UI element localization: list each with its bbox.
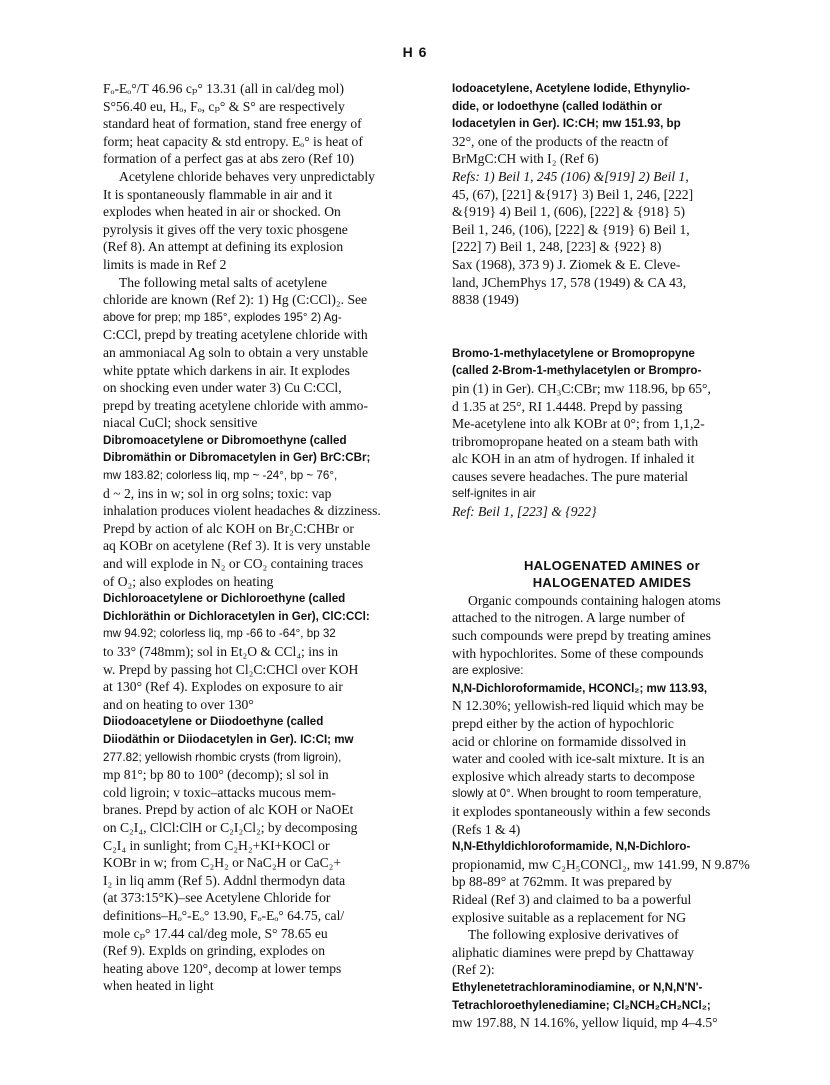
text-line: it explodes spontaneously within a few seconds	[452, 803, 711, 819]
text-line: aliphatic diamines were prepd by Chattaway	[452, 944, 694, 960]
entry-heading-dichloroacetylene: Dichloroacetylene or Dichloroethyne (called	[103, 592, 346, 606]
text-line: pin (1) in Ger). CH₃C:CBr; mw 118.96, bp 65°,	[452, 380, 711, 396]
text-line: Fₒ-Eₒ°/T 46.96 cₚ° 13.31 (all in cal/deg mol)	[103, 81, 344, 96]
text-line: limits is made in Ref 2	[103, 256, 227, 272]
text-line: are explosive:	[452, 664, 524, 678]
text-line: KOBr in w; from C₂H₂ or NaC₂H or CaC₂+	[103, 855, 342, 871]
text-line: The following metal salts of acetylene	[119, 274, 327, 290]
text-line: (called 2-Brom-1-methylacetylen or Brompro-	[452, 364, 702, 378]
text-line: niacal CuCl; shock sensitive	[103, 415, 258, 431]
text-line: Organic compounds containing halogen atoms	[468, 592, 721, 608]
references-line: Ref: Beil 1, [223] & {922}	[452, 504, 597, 520]
text-line: Dichloräthin or Dichloracetylen in Ger), ClC:CCl:	[103, 609, 370, 623]
text-line: to 33° (748mm); sol in Et₂O & CCl₄; ins in	[103, 644, 339, 659]
text-line: Prepd by action of alc KOH on Br₂C:CHBr or	[103, 520, 354, 536]
text-line: Beil 1, 246, (106), [222] & {919} 6) Beil 1,	[452, 221, 690, 237]
text-line: (at 373:15°K)–see Acetylene Chloride for	[103, 890, 331, 906]
references-line: Refs: 1) Beil 1, 245 (106) &[919] 2) Beil 1,	[452, 168, 689, 184]
text-line: N 12.30%; yellowish-red liquid which may be	[452, 698, 704, 714]
text-line: It is spontaneously flammable in air and it	[103, 186, 333, 202]
text-line: alc KOH in an atm of hydrogen. If inhaled it	[452, 451, 695, 467]
text-line: inhalation produces violent headaches & dizziness.	[103, 503, 381, 519]
text-line: water and cooled with ice-salt mixture. It is an	[452, 751, 705, 767]
entry-heading-iodoacetylene: Iodoacetylene, Acetylene Iodide, Ethynylio-	[452, 82, 690, 95]
right-text-column	[452, 80, 772, 1032]
text-line: and will explode in N₂ or CO₂ containing traces	[103, 556, 364, 572]
text-line: of O₂; also explodes on heating	[103, 573, 274, 589]
text-line: on shocking even under water 3) Cu C:CCl,	[103, 380, 342, 396]
entry-heading-dibromoacetylene: Dibromoacetylene or Dibromoethyne (called	[103, 433, 347, 447]
text-line: with hypochlorites. Some of these compounds	[452, 645, 704, 661]
text-line: prepd either by the action of hypochloric	[452, 716, 674, 731]
text-line: 45, (67), [221] &{917} 3) Beil 1, 246, [222]	[452, 186, 694, 202]
text-line: explosive which already starts to decompose	[452, 768, 695, 784]
text-line: above for prep; mp 185°, explodes 195° 2) Ag-	[103, 310, 342, 324]
text-line: and on heating to over 130°	[103, 696, 254, 712]
text-line: mole cₚ° 17.44 cal/deg mole, S° 78.65 eu	[103, 925, 328, 941]
text-line: at 130° (Ref 4). Explodes on exposure to air	[103, 679, 343, 695]
text-line: an ammoniacal Ag soln to obtain a very unstable	[103, 344, 369, 360]
text-line: pyrolysis it gives off the very toxic phosgene	[103, 221, 348, 237]
text-line: (Ref 9). Explds on grinding, explodes on	[103, 943, 326, 959]
text-line: Iodacetylen in Ger). IC:CH; mw 151.93, bp	[452, 117, 681, 131]
text-line: such compounds were prepd by treating amines	[452, 628, 711, 644]
text-line: C₂I₄ in sunlight; from C₂H₂+KI+KOCl or	[103, 837, 330, 853]
text-line: white pptate which darkens in air. It explodes	[103, 362, 350, 378]
text-line: Me-acetylene into alk KOBr at 0°; from 1,1,2-	[452, 416, 705, 432]
text-line: dide, or Iodoethyne (called Iodäthin or	[452, 99, 662, 113]
text-line: form; heat capacity & std entropy. Eₒ° is heat of	[103, 133, 363, 149]
text-line: Sax (1968), 373 9) J. Ziomek & E. Cleve-	[452, 256, 681, 272]
text-line: mp 81°; bp 80 to 100° (decomp); sl sol in	[103, 767, 329, 783]
text-line: (Ref 2):	[452, 962, 495, 978]
text-line: mw 183.82; colorless liq, mp ~ -24°, bp ~ 76°,	[103, 469, 338, 483]
left-text-column	[103, 80, 425, 995]
text-line: S°56.40 eu, Hₒ, Fₒ, cₚ° & S° are respectively	[103, 98, 345, 114]
text-line: land, JChemPhys 17, 578 (1949) & CA 43,	[452, 274, 687, 290]
text-line: causes severe headaches. The pure material	[452, 468, 689, 484]
text-line: attached to the nitrogen. A large number of	[452, 610, 686, 626]
text-line: on C₂I₄, ClCl:ClH or C₂I₂Cl₂; by decomposing	[103, 819, 358, 835]
text-line: Rideal (Ref 3) and claimed to ba a powerful	[452, 891, 692, 907]
text-line: Acetylene chloride behaves very unpredictably	[119, 168, 375, 184]
text-line: explosive suitable as a replacement for NG	[452, 909, 687, 925]
text-line: chloride are known (Ref 2): 1) Hg (C:CCl)₂. See	[103, 292, 368, 308]
text-line: mw 197.88, N 14.16%, yellow liquid, mp 4–4.5°	[452, 1015, 718, 1031]
text-line: 32°, one of the products of the reactn of	[452, 133, 669, 149]
text-line: heating above 120°, decomp at lower temps	[103, 960, 342, 976]
text-line: bp 88-89° at 762mm. It was prepared by	[452, 874, 672, 890]
spacer	[452, 521, 772, 557]
text-line: propionamid, mw C₂H₅CONCl₂, mw 141.99, N 9.87%	[452, 856, 750, 872]
text-line: Tetrachloroethylenediamine; Cl₂NCH₂CH₂NCl₂;	[452, 998, 711, 1012]
spacer	[452, 309, 772, 345]
text-line: w. Prepd by passing hot Cl₂C:CHCl over KOH	[103, 661, 359, 677]
section-heading: HALOGENATED AMINES or	[523, 557, 701, 573]
text-line: [222] 7) Beil 1, 248, [223] & {922} 8)	[452, 239, 662, 255]
text-line: self-ignites in air	[452, 487, 536, 501]
text-line: definitions–Hₒ°-Eₒ° 13.90, Fₒ-Eₒ° 64.75, cal/	[103, 907, 345, 923]
text-line: (Refs 1 & 4)	[452, 821, 521, 837]
text-line: I₂ in liq amm (Ref 5). Addnl thermodyn data	[103, 872, 346, 888]
text-line: (Ref 8). An attempt at defining its explosion	[103, 239, 344, 255]
text-line: d 1.35 at 25°, RI 1.4448. Prepd by passing	[452, 398, 683, 414]
text-line: Dibromäthin or Dibromacetylen in Ger) BrC:CBr;	[103, 451, 371, 465]
text-line: explodes when heated in air or shocked. On	[103, 204, 341, 220]
entry-heading-tetrachloroethylenediamine: Ethylenetetrachloraminodiamine, or N,N,N'N'-	[452, 980, 703, 994]
text-line: BrMgC:CH with I₂ (Ref 6)	[452, 151, 599, 167]
page-number-header: H 6	[402, 44, 428, 60]
text-line: 277.82; yellowish rhombic crysts (from ligroin),	[103, 750, 342, 764]
text-line: Diiodäthin or Diiodacetylen in Ger). IC:CI; mw	[103, 732, 354, 746]
text-line: mw 94.92; colorless liq, mp -66 to -64°, bp 32	[103, 627, 336, 641]
section-heading: HALOGENATED AMIDES	[532, 575, 692, 591]
text-line: aq KOBr on acetylene (Ref 3). It is very unstable	[103, 538, 371, 554]
text-line: cold ligroin; v toxic–attacks mucous mem-	[103, 784, 336, 800]
text-line: branes. Prepd by action of alc KOH or NaOEt	[103, 802, 354, 818]
text-line: C:CCl, prepd by treating acetylene chloride with	[103, 327, 368, 343]
entry-heading-dichloroformamide: N,N-Dichloroformamide, HCONCl₂; mw 113.93,	[452, 681, 708, 695]
entry-heading-ethyldichloroformamide: N,N-Ethyldichloroformamide, N,N-Dichloro-	[452, 840, 691, 854]
text-line: d ~ 2, ins in w; sol in org solns; toxic: vap	[103, 485, 332, 501]
text-line: The following explosive derivatives of	[468, 927, 679, 943]
text-line: prepd by treating acetylene chloride with ammo-	[103, 397, 368, 413]
text-line: acid or chlorine on formamide dissolved in	[452, 733, 687, 749]
text-line: standard heat of formation, stand free energy of	[103, 116, 362, 132]
entry-heading-bromopropyne: Bromo-1-methylacetylene or Bromopropyne	[452, 346, 695, 360]
entry-heading-diiodoacetylene: Diiodoacetylene or Diiodoethyne (called	[103, 715, 324, 729]
text-line: 8838 (1949)	[452, 292, 519, 308]
text-line: when heated in light	[103, 978, 214, 994]
text-line: tribromopropane heated on a steam bath with	[452, 433, 699, 449]
text-line: formation of a perfect gas at abs zero (Ref 10)	[103, 151, 354, 167]
text-line: &{919} 4) Beil 1, (606), [222] & {918} 5)	[452, 204, 685, 220]
text-line: slowly at 0°. When brought to room temperature,	[452, 787, 702, 801]
